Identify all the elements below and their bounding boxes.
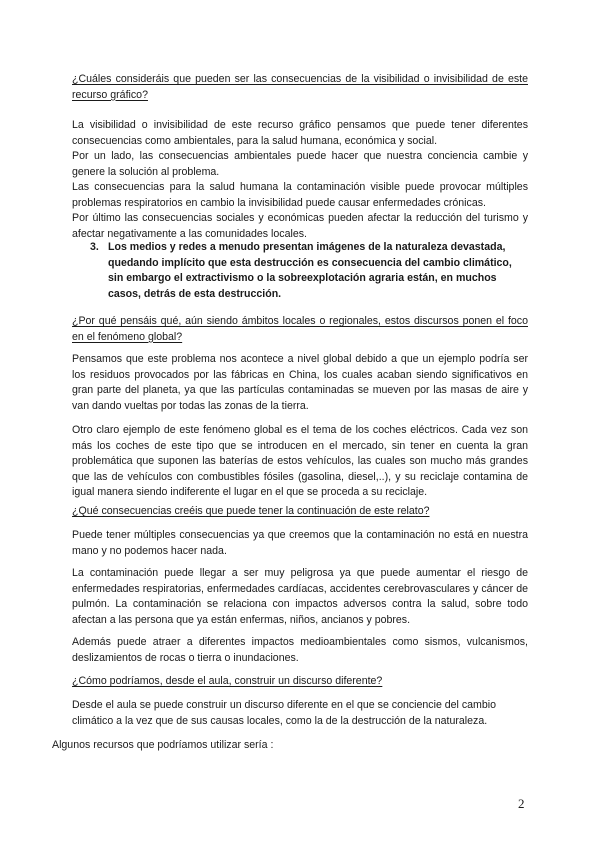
page-number: 2 xyxy=(518,796,525,811)
question-1: ¿Cuáles consideráis que pueden ser las consecuencias de la visibilidad o invisibilidad de este recurso gráfico? xyxy=(72,73,528,101)
answer-1-line-2: Por un lado, las consecuencias ambientales puede hacer que nuestra conciencia cambie y genere la solución al problema. xyxy=(72,150,528,178)
answer-3-paragraph-1: Puede tener múltiples consecuencias ya que creemos que la contaminación no está en nuestra mano y no podemos hacer nada. xyxy=(72,529,528,557)
answer-1-line-4: Por último las consecuencias sociales y económicas pueden afectar la reducción del turismo y afectar negativamente a las comunidades locales. xyxy=(72,212,528,240)
closing-line: Algunos recursos que podríamos utilizar sería : xyxy=(52,739,274,751)
question-3: ¿Qué consecuencias creéis que puede tener la continuación de este relato? xyxy=(72,505,430,517)
answer-3-paragraph-2: La contaminación puede llegar a ser muy peligrosa ya que puede aumentar el riesgo de enfermedades respiratorias, enfermedades cardíacas, accidentes cerebrovasculares y cáncer de pulmón. La contaminación se relaciona con impactos adversos contra la salud, sobre todo afectan a las persona que ya están enfermas, niños, ancianos y pobres. xyxy=(72,567,528,626)
answer-2-paragraph-2: Otro claro ejemplo de este fenómeno global es el tema de los coches eléctricos. Cada vez son más los coches de este tipo que se introducen en el mercado, sin tener en cuenta la gran problemática que suponen las baterías de estos vehículos, las cuales son mucho más grandes que las de vehículos con combustibles fósiles (gasolina, diesel,..), y su reciclaje contamina de igual manera siendo indiferente el lugar en el que se proceda a su reciclaje. xyxy=(72,424,528,498)
answer-2-paragraph-1: Pensamos que este problema nos acontece a nivel global debido a que un ejemplo podría ser los residuos provocados por las fábricas en China, los cuales acaban siendo significativos en gran parte del planeta, ya que las partículas contaminadas se mueven por las masas de aire y van dando vueltas por todas las zonas de la tierra. xyxy=(72,353,528,412)
list-item-number: 3. xyxy=(90,241,99,253)
question-4: ¿Cómo podríamos, desde el aula, construir un discurso diferente? xyxy=(72,675,383,687)
answer-1 xyxy=(72,118,528,242)
answer-1-line-1: La visibilidad o invisibilidad de este recurso gráfico pensamos que puede tener diferentes consecuencias como ambientales, para la salud humana, económica y social. xyxy=(72,119,528,147)
answer-1-line-3: Las consecuencias para la salud humana la contaminación visible puede provocar múltiples problemas respiratorios en cambio la invisibilidad puede causar enfermedades crónicas. xyxy=(72,181,528,209)
list-item-text: Los medios y redes a menudo presentan imágenes de la naturaleza devastada, quedando implícito que esta destrucción es consecuencia del cambio climático, sin embargo el extractivismo o la sobreexplotación agraria están, en muchos casos, detrás de esta destrucción. xyxy=(108,241,512,300)
answer-3-paragraph-3: Además puede atraer a diferentes impactos medioambientales como sismos, vulcanismos, deslizamientos de rocas o tierra o inundaciones. xyxy=(72,636,528,664)
question-2: ¿Por qué pensáis qué, aún siendo ámbitos locales o regionales, estos discursos ponen el foco en el fenómeno global? xyxy=(72,315,528,343)
answer-4-paragraph-1: Desde el aula se puede construir un discurso diferente en el que se conciencie del cambio climático a la vez que de sus causas locales, como la de la destrucción de la naturaleza. xyxy=(72,699,497,727)
